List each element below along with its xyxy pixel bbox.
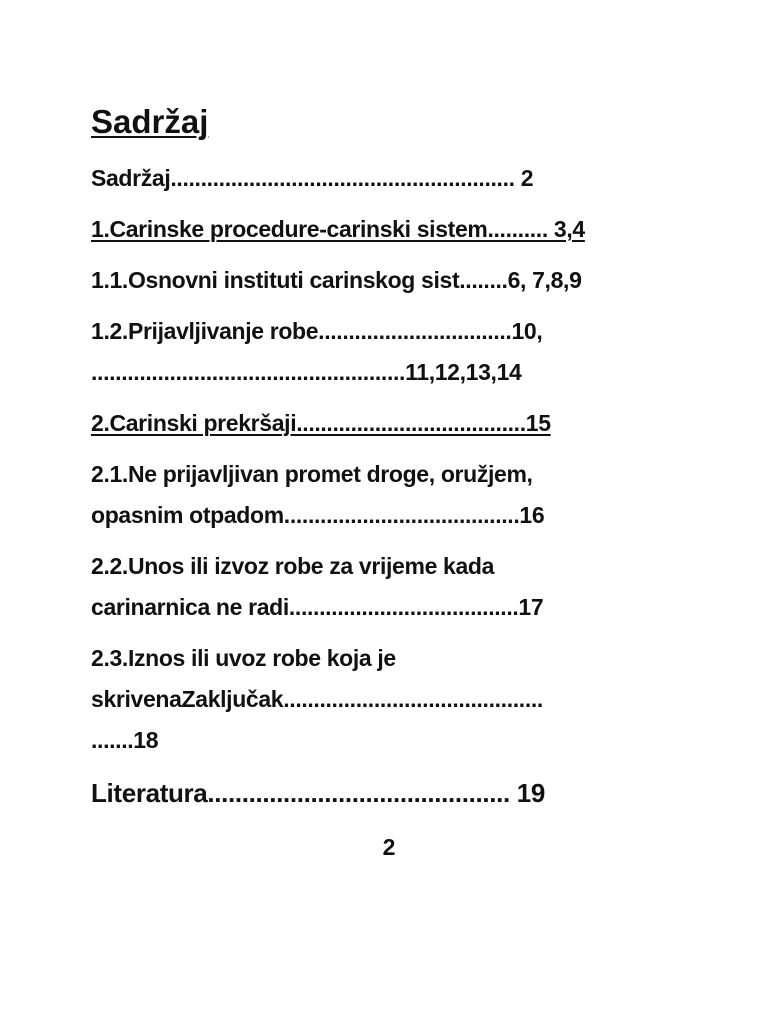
toc-entry[interactable] xyxy=(91,158,681,199)
toc-entry-line: Literatura............................................ 19 xyxy=(91,778,545,808)
toc-entry-line: 1.Carinske procedure-carinski sistem.......... 3,4 xyxy=(91,216,585,242)
toc-entry-line: 2.2.Unos ili izvoz robe za vrijeme kada xyxy=(91,553,495,579)
toc-entry-line: Sadržaj......................................................... 2 xyxy=(91,165,534,191)
document-page xyxy=(91,96,681,825)
toc-entry-line: opasnim otpadom.......................................16 xyxy=(91,502,545,528)
toc-entry[interactable] xyxy=(91,546,681,628)
toc-entry[interactable] xyxy=(91,403,681,444)
toc-entry-line: 2.3.Iznos ili uvoz robe koja je xyxy=(91,645,396,671)
toc-entry[interactable] xyxy=(91,311,681,393)
toc-entry[interactable] xyxy=(91,638,681,761)
toc-list xyxy=(91,158,681,815)
toc-entry-line: 2.Carinski prekršaji......................................15 xyxy=(91,410,551,436)
toc-entry[interactable] xyxy=(91,209,681,250)
toc-entry-line: 1.2.Prijavljivanje robe................................10, xyxy=(91,318,543,344)
toc-entry[interactable] xyxy=(91,260,681,301)
toc-entry[interactable] xyxy=(91,454,681,536)
toc-entry-line: skrivenaZaključak........................................... xyxy=(91,686,543,712)
page-number: 2 xyxy=(382,834,396,860)
toc-heading: Sadržaj xyxy=(91,103,209,140)
toc-entry[interactable] xyxy=(91,771,681,815)
toc-entry-line: 1.1.Osnovni instituti carinskog sist........6, 7,8,9 xyxy=(91,267,582,293)
toc-entry-line: carinarnica ne radi......................................17 xyxy=(91,594,544,620)
toc-entry-line: 2.1.Ne prijavljivan promet droge, oružjem, xyxy=(91,461,533,487)
toc-entry-line: .......18 xyxy=(91,727,159,753)
toc-entry-line: ....................................................11,12,13,14 xyxy=(91,359,522,385)
